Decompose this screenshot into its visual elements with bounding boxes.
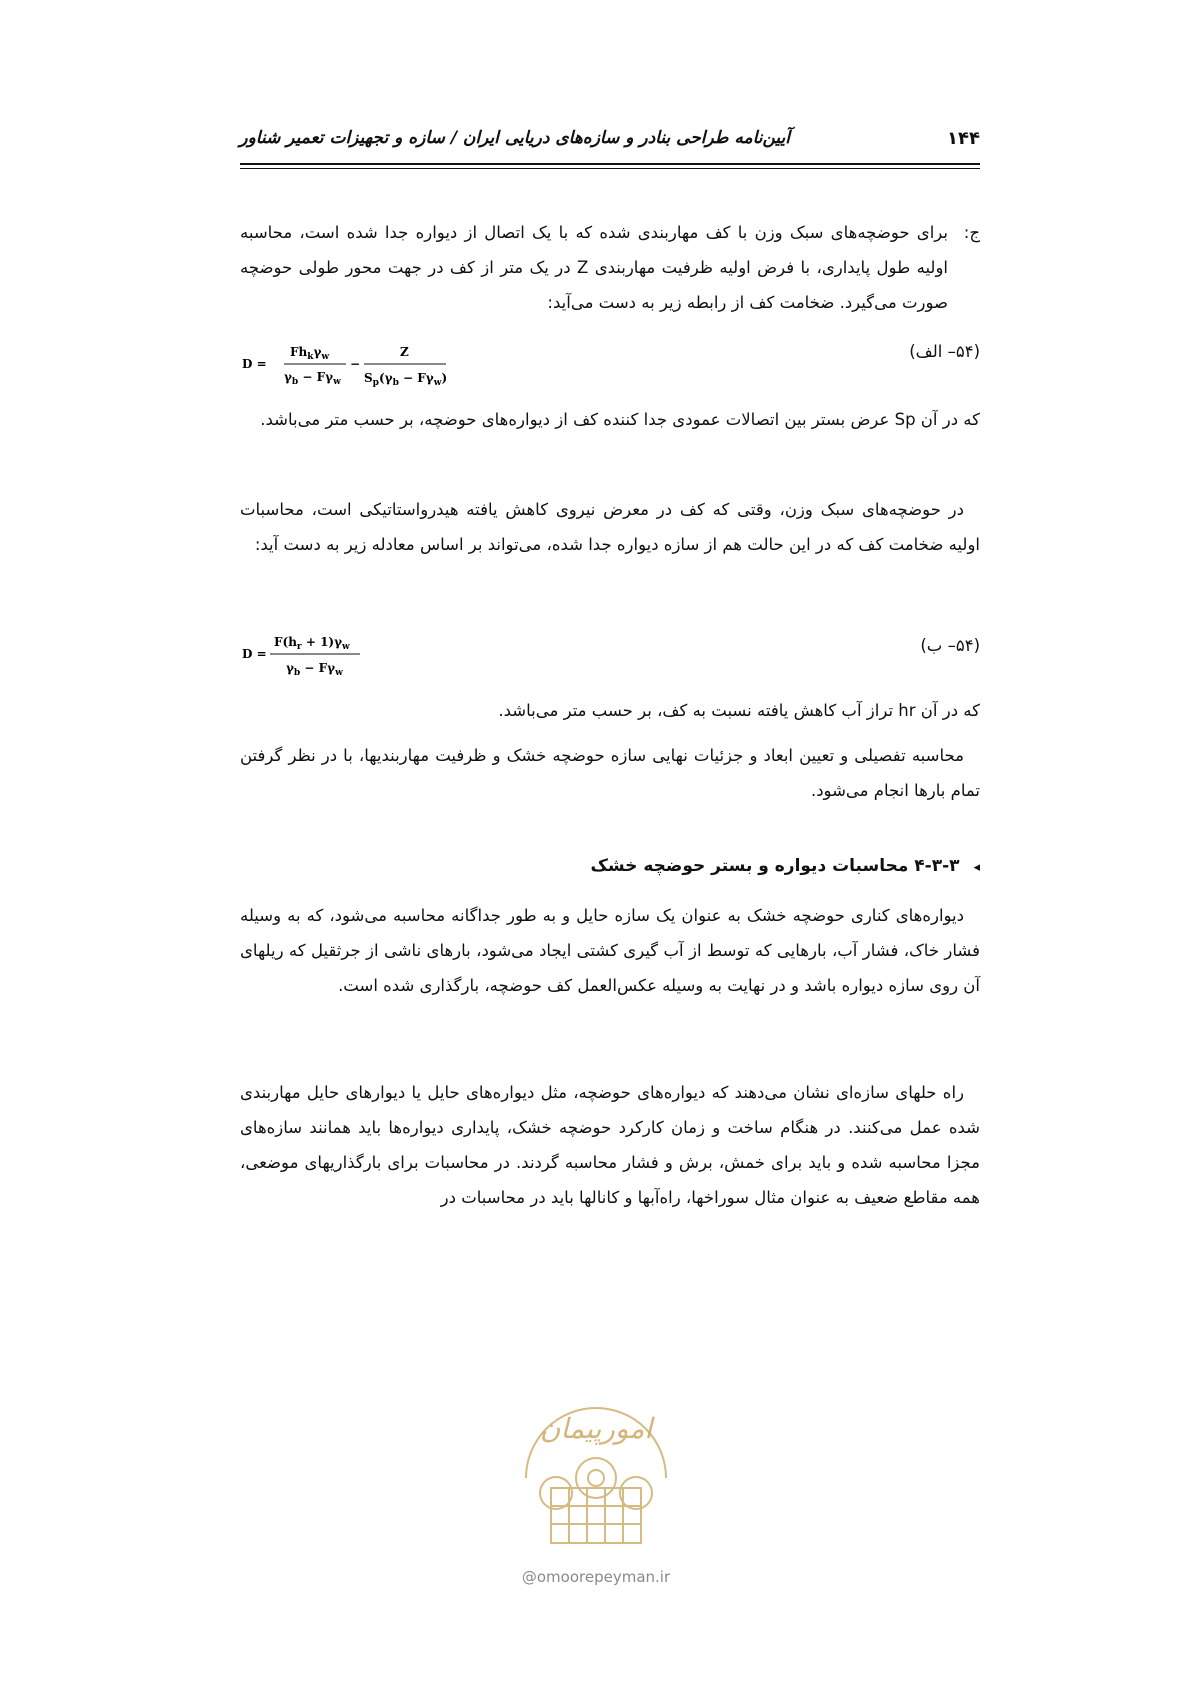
equation-54a-label: (۵۴– الف) bbox=[909, 342, 980, 361]
running-header bbox=[240, 128, 980, 158]
section-heading bbox=[240, 856, 980, 876]
eq-b-lhs: D = bbox=[242, 647, 267, 661]
equation-54b-label: (۵۴– ب) bbox=[920, 636, 980, 655]
paragraph-solutions-block bbox=[240, 1075, 980, 1215]
paragraph-hr: که در آن hr تراز آب کاهش یافته نسبت به کف، بر حسب متر می‌باشد. bbox=[498, 701, 980, 720]
eq-a-num1: $Fh_k\gamma_w$ bbox=[290, 345, 330, 362]
paragraph-solutions: راه حلهای سازه‌ای نشان می‌دهند که دیواره‌های حوضچه، مثل دیواره‌های حایل یا دیوارهای حایل مهاربندی شده عمل می‌کنند. در هنگام ساخت و زمان کارکرد حوضچه خشک، پایداری دیواره‌ها باید همانند سازه‌های مجزا محاسبه شده و باید برای خمش، برش و فشار محاسبه گردند. در محاسبات برای بارگذاریهای موضعی، همه مقاطع ضعیف به عنوان مثال سوراخها، راه‌آبها و کانالها باید در محاسبات در bbox=[240, 1083, 980, 1207]
equation-54a-formula bbox=[240, 336, 480, 392]
paragraph-light-weight: در حوضچه‌های سبک وزن، وقتی که کف در معرض نیروی کاهش یافته هیدرواستاتیکی است، محاسبات اولیه ضخامت کف که در این حالت هم از سازه دیواره جدا شده، می‌تواند بر اساس معادله زیر به دست آید: bbox=[240, 500, 980, 554]
item-c-text: برای حوضچه‌های سبک وزن با کف مهاربندی شده که با یک اتصال از دیواره جدا شده است، محاسبه اولیه طول پایداری، با فرض اولیه ظرفیت مهاربندی Z در یک متر از کف در جهت محور طولی حوضچه صورت می‌گیرد. ضخامت کف از رابطه زیر به دست می‌آید: bbox=[240, 223, 948, 312]
paragraph-sp: که در آن Sp عرض بستر بین اتصالات عمودی جدا کننده کف از دیواره‌های حوضچه، بر حسب متر می‌باشد. bbox=[260, 410, 980, 429]
paragraph-walls: دیواره‌های کناری حوضچه خشک به عنوان یک سازه حایل و به طور جداگانه محاسبه می‌شود، که به وسیله فشار خاک، فشار آب، بارهایی که توسط از آب گیری کشتی ایجاد می‌شود، بارهای ناشی از جرثقیل که ریلهای آن روی سازه دیواره باشد و در نهایت به وسیله عکس‌العمل کف حوضچه، بارگذاری شده است. bbox=[240, 906, 980, 995]
eq-b-num: $F(h_r + 1)\gamma_w$ bbox=[274, 635, 350, 652]
paragraph-light-block bbox=[240, 492, 980, 562]
header-rule-thick bbox=[240, 163, 980, 165]
page-number: ۱۴۴ bbox=[947, 128, 980, 149]
paragraph-walls-block bbox=[240, 898, 980, 1003]
paragraph-detail-block bbox=[240, 738, 980, 808]
paragraph-hr-block bbox=[240, 693, 980, 728]
header-rule-thin bbox=[240, 168, 980, 169]
equation-54b-formula bbox=[240, 626, 400, 682]
eq-a-num2: Z bbox=[400, 345, 409, 359]
equation-54a bbox=[240, 336, 980, 392]
logo-text: امورپیمان bbox=[539, 1412, 653, 1445]
omoorepeyman-logo-icon bbox=[506, 1378, 686, 1558]
eq-a-den1: $\gamma_b - F\gamma_w$ bbox=[284, 370, 341, 387]
paragraph-sp-block bbox=[240, 402, 980, 437]
watermark-url: @omoorepeyman.ir bbox=[521, 1568, 671, 1586]
section-title: ۴-۳-۳ محاسبات دیواره و بستر حوضچه خشک bbox=[590, 856, 960, 876]
eq-b-den: $\gamma_b - F\gamma_w$ bbox=[286, 661, 343, 678]
section-arrow-icon: ◂ bbox=[973, 860, 980, 875]
equation-54b bbox=[240, 626, 980, 682]
item-c-label: ج: bbox=[963, 223, 980, 242]
eq-a-den2: $S_p(\gamma_b - F\gamma_w)$ bbox=[364, 371, 448, 388]
eq-a-minus: − bbox=[350, 357, 361, 371]
paragraph-detail: محاسبه تفصیلی و تعیین ابعاد و جزئیات نهایی سازه حوضچه خشک و ظرفیت مهاربندیها، با در نظر گرفتن تمام بارها انجام می‌شود. bbox=[240, 746, 980, 800]
eq-a-lhs: D = bbox=[242, 357, 267, 371]
item-c bbox=[240, 215, 980, 320]
book-title: آیین‌نامه طراحی بنادر و سازه‌های دریایی ایران / سازه و تجهیزات تعمیر شناور bbox=[239, 128, 790, 148]
